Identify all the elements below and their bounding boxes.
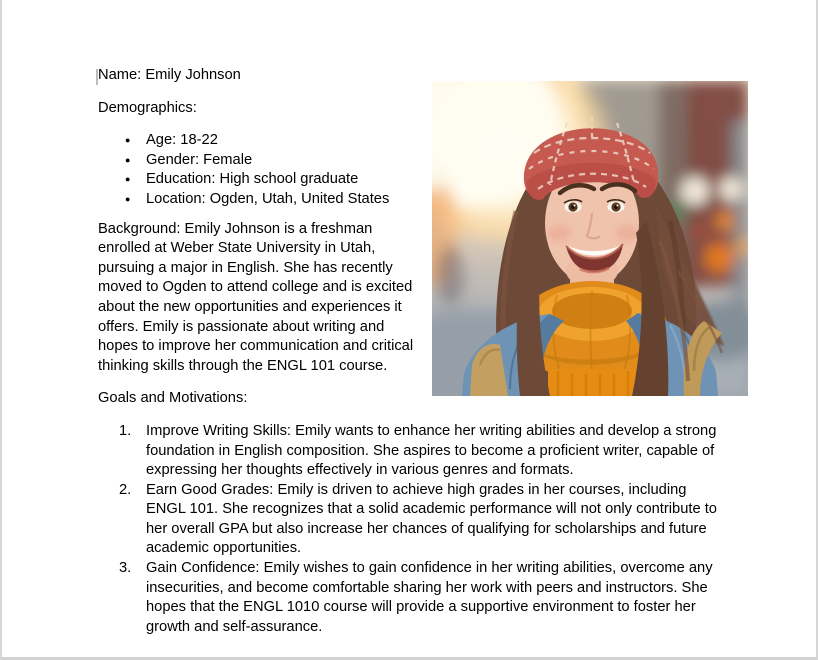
goals-heading: Goals and Motivations:: [98, 390, 248, 407]
list-item: ● Age: 18-22: [146, 131, 422, 151]
left-text-column: [98, 66, 422, 376]
list-item: Earn Good Grades: Emily is driven to achieve high grades in her courses, including ENGL 101. She recognizes that a solid academic performance will not only contribute to her overall GPA but also increase her chances of qualifying for scholarships and future academic opportunities.: [146, 481, 717, 557]
demographics-heading: Demographics:: [98, 99, 197, 116]
list-item: ● Gender: Female: [146, 151, 422, 171]
persona-name-line: Name: Emily Johnson: [98, 67, 241, 83]
list-item: ● Education: High school graduate: [146, 170, 422, 190]
demographics-list: [98, 131, 422, 209]
list-item: Improve Writing Skills: Emily wants to enhance her writing abilities and develop a strong foundation in English composition. She aspires to become a proficient writer, capable of expressing her thoughts effectively in various genres and formats.: [146, 422, 717, 479]
text-cursor: [96, 69, 98, 85]
list-item: Gain Confidence: Emily wishes to gain confidence in her writing abilities, overcome any insecurities, and become comfortable sharing her work with peers and instructors. She hopes that the ENGL 1010 course will provide a supportive environment to foster her growth and self-assurance.: [146, 560, 713, 635]
list-item: ● Location: Ogden, Utah, United States: [146, 190, 422, 210]
persona-photo-illustration: [432, 81, 748, 396]
background-paragraph: Background: Emily Johnson is a freshman enrolled at Weber State University in Utah, pursuing a major in English. She has recently moved to Ogden to attend college and is excited about the new opportunities and experiences it offers. Emily is passionate about writing and hopes to improve her communication and critical thinking skills through the ENGL 101 course.: [98, 220, 414, 374]
persona-photo[interactable]: [432, 81, 748, 396]
goals-section: [98, 389, 720, 637]
goals-list: [98, 422, 720, 638]
